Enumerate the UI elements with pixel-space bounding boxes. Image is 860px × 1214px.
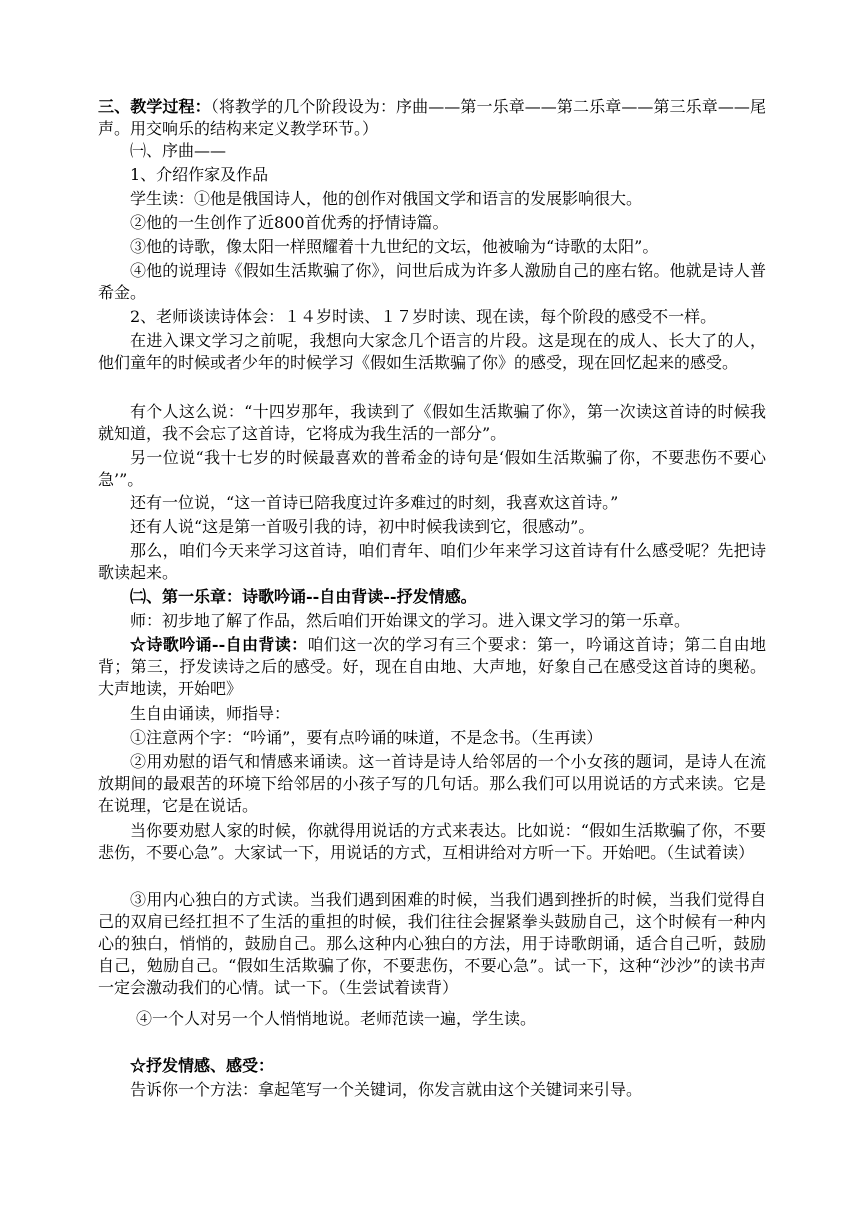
part3-heading: ☆抒发情感、感受：	[130, 1056, 275, 1075]
guide-4: ④一个人对另一个人悄悄地说。老师范读一遍，学生读。	[136, 1009, 537, 1028]
guide-3: ③用内心独白的方式读。当我们遇到困难的时候，当我们遇到挫折的时候，当我们觉得自己的双肩已经扛担不了生活的重担的时候，我们往往会握紧拳头鼓励自己，这个时候有一种内心的独白，悄悄的，鼓励自己。那么这种内心独白的方法，用于诗歌朗诵，适合自己听，鼓励自己，勉励自己。“假如生活欺骗了你，不要悲伤，不要心急”。试一下，这种“沙沙”的读书声一定会激动我们的心情。试一下。（生尝试着读背）	[98, 890, 766, 997]
guide-2b: 当你要劝慰人家的时候，你就得用说话的方式来表达。比如说：“假如生活欺骗了你，不要悲伤，不要心急”。大家试一下，用说话的方式，互相讲给对方听一下。开始吧。（生试着读）	[98, 821, 766, 862]
part1-heading: ㈠、序曲——	[130, 141, 227, 160]
intro-paragraph: 在进入课文学习之前呢，我想向大家念几个语言的片段。这是现在的成人、长大了的人，他们童年的时候或者少年的时候学习《假如生活欺骗了你》的感受，现在回忆起来的感受。	[98, 331, 766, 372]
guide-2: ②用劝慰的语气和情感来诵读。这一首诗是诗人给邻居的一个小女孩的题词，是诗人在流放期间的最艰苦的环境下给邻居的小孩子写的几句话。那么我们可以用说话的方式来读。它是在说理，它是在说话。	[98, 752, 766, 815]
section-three-heading: 三、教学过程：	[98, 97, 211, 116]
guide-1: ①注意两个字：“吟诵”，要有点吟诵的味道，不是念书。（生再读）	[130, 728, 603, 747]
point-2: ②他的一生创作了近800首优秀的抒情诗篇。	[130, 213, 449, 232]
quote-paragraph-3: 还有一位说，“这一首诗已陪我度过许多难过的时刻，我喜欢这首诗。”	[130, 493, 619, 512]
recitation-text: 咱们这一次的学习有三个要求：第一，吟诵这首诗；第二自由地背；第三，抒发读诗之后的感受。好，现在自由地、大声地，好象自己在感受这首诗的奥秘。大声地读，开始吧》	[98, 635, 766, 698]
part1-item1: 1、介绍作家及作品	[130, 165, 269, 184]
part2-heading: ㈡、第一乐章：诗歌吟诵--自由背读--抒发情感。	[130, 587, 477, 606]
part1-item2: 2、老师谈读诗体会：１４岁时读、１７岁时读、现在读，每个阶段的感受不一样。	[130, 307, 717, 326]
teacher-line: 师：初步地了解了作品，然后咱们开始课文的学习。进入课文学习的第一乐章。	[130, 611, 691, 630]
question-paragraph: 那么，咱们今天来学习这首诗，咱们青年、咱们少年来学习这首诗有什么感受呢？先把诗歌读起来。	[98, 541, 766, 582]
part3-text: 告诉你一个方法：拿起笔写一个关键词，你发言就由这个关键词来引导。	[130, 1080, 643, 1099]
recitation-heading: ☆诗歌吟诵--自由背读：	[130, 635, 308, 654]
point-3: ③他的诗歌，像太阳一样照耀着十九世纪的文坛，他被喻为“诗歌的太阳”。	[130, 237, 659, 256]
point-4: ④他的说理诗《假如生活欺骗了你》，问世后成为许多人激励自己的座右铭。他就是诗人普希金。	[98, 261, 766, 302]
quote-paragraph-4: 还有人说“这是第一首吸引我的诗，初中时候我读到它，很感动”。	[130, 517, 595, 536]
guide-intro: 生自由诵读，师指导：	[130, 704, 291, 723]
section-three-text: （将教学的几个阶段设为：序曲——第一乐章——第二乐章——第三乐章——尾声。用交响乐的结构来定义教学环节。）	[98, 97, 766, 138]
quote-paragraph-2: 另一位说“我十七岁的时候最喜欢的普希金的诗句是‘假如生活欺骗了你，不要悲伤不要心急’”。	[98, 448, 766, 489]
quote-paragraph-1: 有个人这么说：“十四岁那年，我读到了《假如生活欺骗了你》，第一次读这首诗的时候我就知道，我不会忘了这首诗，它将成为我生活的一部分”。	[98, 402, 766, 443]
recitation-paragraph	[98, 634, 766, 700]
section-three-paragraph	[98, 96, 766, 140]
student-read-line: 学生读：①他是俄国诗人，他的创作对俄国文学和语言的发展影响很大。	[130, 189, 643, 208]
